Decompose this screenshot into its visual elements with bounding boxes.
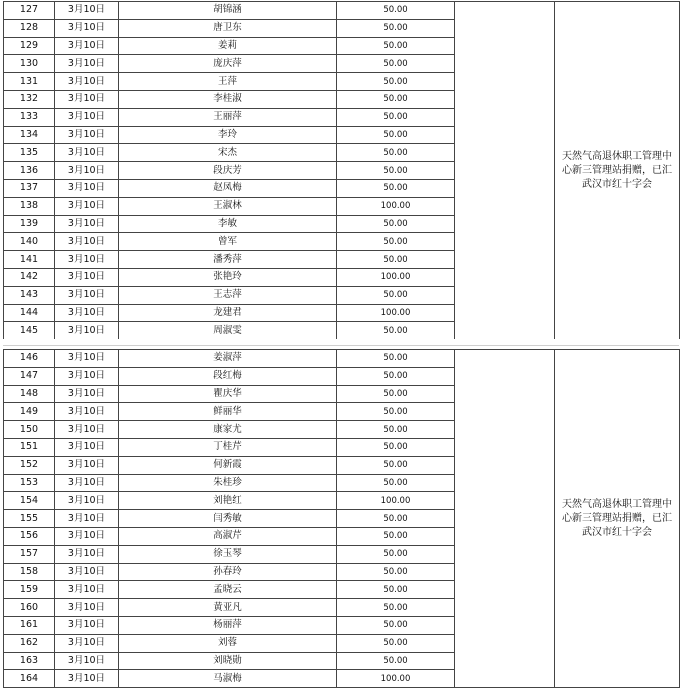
empty-column — [455, 2, 555, 340]
donor-name: 何新霞 — [119, 456, 337, 474]
donor-name: 李玲 — [119, 126, 337, 144]
donation-amount: 50.00 — [337, 126, 455, 144]
row-number: 142 — [4, 268, 55, 286]
donation-table-2-body — [4, 350, 680, 688]
row-date: 3月10日 — [55, 233, 119, 251]
donation-amount: 50.00 — [337, 545, 455, 563]
donation-amount: 50.00 — [337, 73, 455, 91]
donation-amount: 50.00 — [337, 251, 455, 269]
donor-name: 瞿庆华 — [119, 385, 337, 403]
donation-amount: 50.00 — [337, 616, 455, 634]
row-number: 132 — [4, 90, 55, 108]
donation-amount: 50.00 — [337, 456, 455, 474]
row-date: 3月10日 — [55, 126, 119, 144]
row-date: 3月10日 — [55, 304, 119, 322]
row-date: 3月10日 — [55, 19, 119, 37]
row-number: 130 — [4, 55, 55, 73]
donor-name: 周淑雯 — [119, 322, 337, 340]
section-divider — [3, 345, 679, 346]
donor-name: 赵凤梅 — [119, 179, 337, 197]
donor-name: 孙春玲 — [119, 563, 337, 581]
donor-name: 段红梅 — [119, 367, 337, 385]
row-date: 3月10日 — [55, 37, 119, 55]
table-row — [4, 350, 680, 368]
donor-name: 徐玉琴 — [119, 545, 337, 563]
row-number: 151 — [4, 438, 55, 456]
donation-amount: 100.00 — [337, 670, 455, 688]
donation-amount: 50.00 — [337, 634, 455, 652]
donor-name: 庞庆萍 — [119, 55, 337, 73]
row-date: 3月10日 — [55, 90, 119, 108]
donor-name: 姜莉 — [119, 37, 337, 55]
row-number: 136 — [4, 162, 55, 180]
donation-note: 天然气高退休职工管理中心新三管理站捐赠，已汇武汉市红十字会 — [555, 2, 680, 340]
donation-amount: 100.00 — [337, 268, 455, 286]
row-number: 156 — [4, 527, 55, 545]
row-number: 140 — [4, 233, 55, 251]
donation-amount: 50.00 — [337, 385, 455, 403]
row-number: 139 — [4, 215, 55, 233]
row-date: 3月10日 — [55, 322, 119, 340]
row-date: 3月10日 — [55, 599, 119, 617]
row-number: 148 — [4, 385, 55, 403]
row-number: 134 — [4, 126, 55, 144]
donation-amount: 50.00 — [337, 527, 455, 545]
donation-table-1-body — [4, 2, 680, 340]
row-number: 127 — [4, 2, 55, 20]
row-number: 154 — [4, 492, 55, 510]
row-number: 159 — [4, 581, 55, 599]
donor-name: 李桂淑 — [119, 90, 337, 108]
donation-amount: 50.00 — [337, 108, 455, 126]
row-date: 3月10日 — [55, 55, 119, 73]
donor-name: 杨丽萍 — [119, 616, 337, 634]
row-number: 150 — [4, 421, 55, 439]
donation-amount: 50.00 — [337, 403, 455, 421]
donor-name: 刘蓉 — [119, 634, 337, 652]
donation-amount: 100.00 — [337, 197, 455, 215]
row-number: 131 — [4, 73, 55, 91]
row-date: 3月10日 — [55, 581, 119, 599]
row-number: 129 — [4, 37, 55, 55]
donation-amount: 50.00 — [337, 474, 455, 492]
row-date: 3月10日 — [55, 563, 119, 581]
row-number: 161 — [4, 616, 55, 634]
donation-amount: 50.00 — [337, 286, 455, 304]
donation-table-2 — [3, 349, 680, 688]
row-date: 3月10日 — [55, 144, 119, 162]
row-number: 160 — [4, 599, 55, 617]
donation-amount: 50.00 — [337, 599, 455, 617]
donation-amount: 50.00 — [337, 144, 455, 162]
row-date: 3月10日 — [55, 438, 119, 456]
row-date: 3月10日 — [55, 268, 119, 286]
row-date: 3月10日 — [55, 670, 119, 688]
donation-amount: 50.00 — [337, 179, 455, 197]
row-number: 137 — [4, 179, 55, 197]
row-date: 3月10日 — [55, 197, 119, 215]
row-date: 3月10日 — [55, 510, 119, 528]
donation-amount: 100.00 — [337, 304, 455, 322]
donation-amount: 50.00 — [337, 367, 455, 385]
donation-amount: 50.00 — [337, 581, 455, 599]
donor-name: 孟晓云 — [119, 581, 337, 599]
row-date: 3月10日 — [55, 385, 119, 403]
row-number: 163 — [4, 652, 55, 670]
row-number: 145 — [4, 322, 55, 340]
donor-name: 闫秀敏 — [119, 510, 337, 528]
row-number: 157 — [4, 545, 55, 563]
donor-name: 黄亚凡 — [119, 599, 337, 617]
donation-amount: 50.00 — [337, 563, 455, 581]
row-date: 3月10日 — [55, 73, 119, 91]
row-number: 149 — [4, 403, 55, 421]
table-row — [4, 2, 680, 20]
donor-name: 鲜丽华 — [119, 403, 337, 421]
row-date: 3月10日 — [55, 403, 119, 421]
row-number: 164 — [4, 670, 55, 688]
row-date: 3月10日 — [55, 251, 119, 269]
row-number: 133 — [4, 108, 55, 126]
row-date: 3月10日 — [55, 162, 119, 180]
donor-name: 高淑芹 — [119, 527, 337, 545]
donor-name: 王志萍 — [119, 286, 337, 304]
row-date: 3月10日 — [55, 108, 119, 126]
donor-name: 王淑林 — [119, 197, 337, 215]
donor-name: 姜淑萍 — [119, 350, 337, 368]
donation-amount: 100.00 — [337, 492, 455, 510]
row-date: 3月10日 — [55, 286, 119, 304]
row-number: 152 — [4, 456, 55, 474]
row-date: 3月10日 — [55, 2, 119, 20]
donation-amount: 50.00 — [337, 322, 455, 340]
donation-note: 天然气高退休职工管理中心新三管理站捐赠，已汇武汉市红十字会 — [555, 350, 680, 688]
donation-amount: 50.00 — [337, 215, 455, 233]
donor-name: 张艳玲 — [119, 268, 337, 286]
row-date: 3月10日 — [55, 456, 119, 474]
row-date: 3月10日 — [55, 527, 119, 545]
row-date: 3月10日 — [55, 492, 119, 510]
row-number: 128 — [4, 19, 55, 37]
donation-amount: 50.00 — [337, 90, 455, 108]
row-date: 3月10日 — [55, 474, 119, 492]
row-number: 147 — [4, 367, 55, 385]
donor-name: 潘秀萍 — [119, 251, 337, 269]
section-gap — [0, 339, 684, 349]
donor-name: 龙建君 — [119, 304, 337, 322]
donation-table-1 — [3, 1, 680, 340]
donor-name: 王丽萍 — [119, 108, 337, 126]
donor-name: 曾军 — [119, 233, 337, 251]
row-number: 155 — [4, 510, 55, 528]
donation-amount: 50.00 — [337, 55, 455, 73]
row-number: 141 — [4, 251, 55, 269]
row-date: 3月10日 — [55, 350, 119, 368]
donation-amount: 50.00 — [337, 510, 455, 528]
donor-name: 刘晓勋 — [119, 652, 337, 670]
donation-amount: 50.00 — [337, 233, 455, 251]
donation-amount: 50.00 — [337, 438, 455, 456]
donor-name: 宋杰 — [119, 144, 337, 162]
row-number: 162 — [4, 634, 55, 652]
donor-name: 李敏 — [119, 215, 337, 233]
donor-name: 马淑梅 — [119, 670, 337, 688]
row-number: 135 — [4, 144, 55, 162]
donor-name: 唐卫东 — [119, 19, 337, 37]
row-date: 3月10日 — [55, 367, 119, 385]
donation-amount: 50.00 — [337, 421, 455, 439]
row-number: 144 — [4, 304, 55, 322]
row-number: 143 — [4, 286, 55, 304]
donation-amount: 50.00 — [337, 37, 455, 55]
donation-amount: 50.00 — [337, 652, 455, 670]
row-date: 3月10日 — [55, 215, 119, 233]
donor-name: 刘艳红 — [119, 492, 337, 510]
donation-amount: 50.00 — [337, 2, 455, 20]
donor-name: 朱桂珍 — [119, 474, 337, 492]
donor-name: 胡锦涵 — [119, 2, 337, 20]
row-number: 153 — [4, 474, 55, 492]
row-number: 138 — [4, 197, 55, 215]
donor-name: 段庆芳 — [119, 162, 337, 180]
row-date: 3月10日 — [55, 616, 119, 634]
row-number: 158 — [4, 563, 55, 581]
row-number: 146 — [4, 350, 55, 368]
donor-name: 丁桂芹 — [119, 438, 337, 456]
donor-name: 王萍 — [119, 73, 337, 91]
row-date: 3月10日 — [55, 545, 119, 563]
donor-name: 康家尤 — [119, 421, 337, 439]
donation-amount: 50.00 — [337, 162, 455, 180]
row-date: 3月10日 — [55, 652, 119, 670]
donation-amount: 50.00 — [337, 350, 455, 368]
row-date: 3月10日 — [55, 179, 119, 197]
row-date: 3月10日 — [55, 634, 119, 652]
donation-amount: 50.00 — [337, 19, 455, 37]
empty-column — [455, 350, 555, 688]
row-date: 3月10日 — [55, 421, 119, 439]
